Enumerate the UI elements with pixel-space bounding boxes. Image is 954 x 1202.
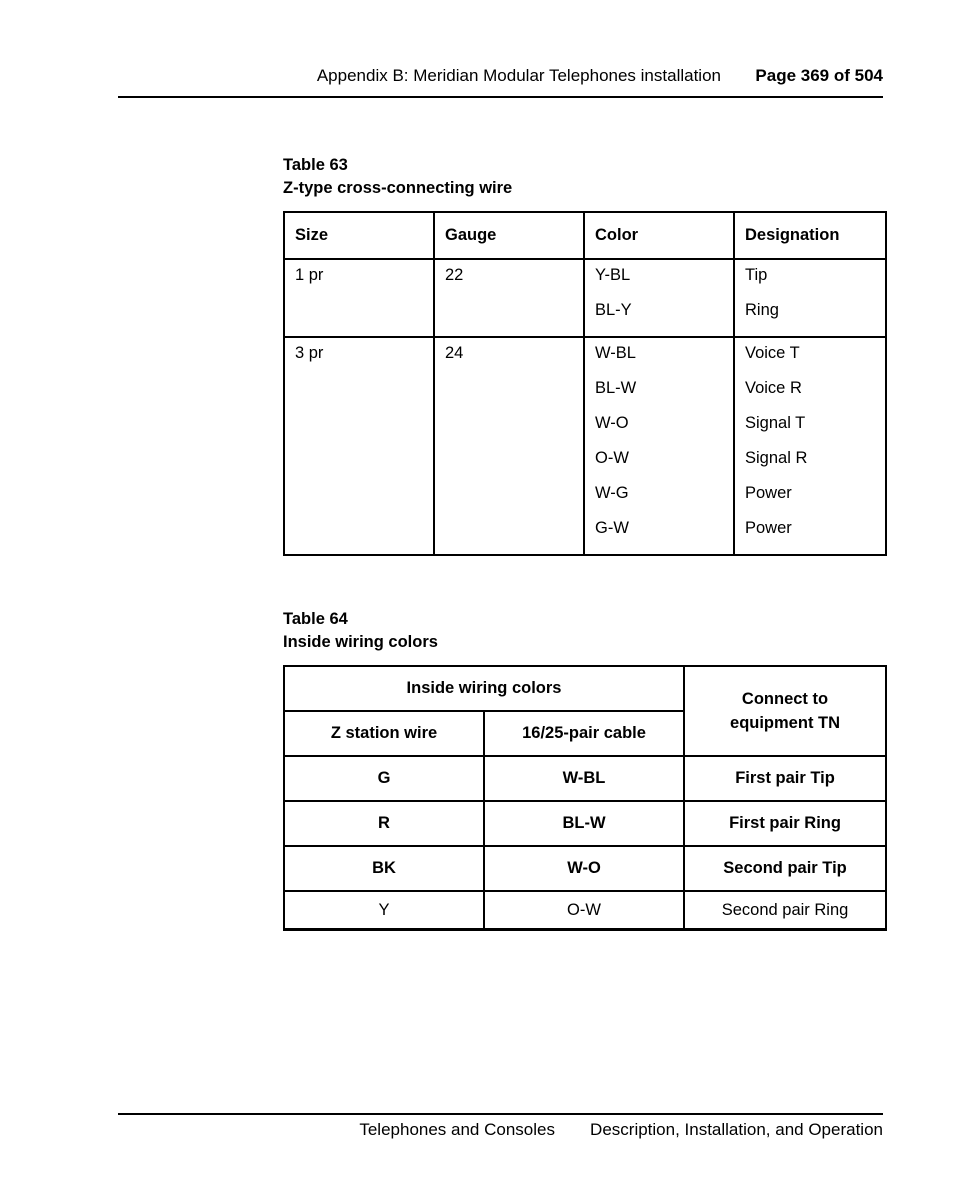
cell-designation <box>734 259 886 337</box>
cell-cable: W-BL <box>484 756 684 801</box>
table-row <box>284 756 886 801</box>
designation-value: Power <box>745 484 792 502</box>
connect-header-line-2: equipment TN <box>730 714 841 732</box>
gauge-value: 22 <box>445 266 464 284</box>
cell-gauge <box>434 337 584 555</box>
color-value: W-BL <box>595 344 636 362</box>
table-row <box>284 801 886 846</box>
color-value: W-G <box>595 484 629 502</box>
cell-color <box>584 259 734 337</box>
table-63-caption <box>283 154 512 200</box>
size-value: 3 pr <box>295 344 324 362</box>
page-header <box>118 63 883 98</box>
connect-header-line-1: Connect to <box>741 690 829 708</box>
column-header-pair-cable: 16/25-pair cable <box>484 711 684 756</box>
table-64-inside-wiring <box>283 665 887 931</box>
color-value: BL-Y <box>595 301 632 319</box>
gauge-value: 24 <box>445 344 464 362</box>
table-64-number: Table 64 <box>283 610 348 628</box>
table-64-caption <box>283 608 438 654</box>
cell-connect: Second pair Ring <box>684 891 886 930</box>
designation-value: Voice T <box>745 344 800 362</box>
cell-z-station: BK <box>284 846 484 891</box>
cell-z-station: G <box>284 756 484 801</box>
table-row <box>284 259 886 337</box>
color-value: G-W <box>595 519 629 537</box>
cell-z-station: R <box>284 801 484 846</box>
column-header-color: Color <box>584 212 734 259</box>
table-64-title: Inside wiring colors <box>283 633 438 651</box>
cell-color <box>584 337 734 555</box>
cell-size <box>284 259 434 337</box>
table-63-z-type-wire <box>283 211 887 556</box>
designation-value: Signal T <box>745 414 806 432</box>
designation-value: Power <box>745 519 792 537</box>
table-row <box>284 891 886 930</box>
page-footer <box>118 1113 883 1139</box>
size-value: 1 pr <box>295 266 324 284</box>
color-value: BL-W <box>595 379 637 397</box>
footer-doc-type: Description, Installation, and Operation <box>590 1120 883 1139</box>
cell-designation <box>734 337 886 555</box>
table-row <box>284 846 886 891</box>
designation-value: Ring <box>745 301 779 319</box>
color-value: Y-BL <box>595 266 631 284</box>
color-value: W-O <box>595 414 629 432</box>
designation-value: Signal R <box>745 449 808 467</box>
table-63-number: Table 63 <box>283 156 348 174</box>
column-header-gauge: Gauge <box>434 212 584 259</box>
cell-gauge <box>434 259 584 337</box>
column-header-designation: Designation <box>734 212 886 259</box>
cell-size <box>284 337 434 555</box>
footer-book-title: Telephones and Consoles <box>359 1120 555 1139</box>
cell-connect: First pair Tip <box>684 756 886 801</box>
column-header-connect <box>684 666 886 756</box>
cell-cable: BL-W <box>484 801 684 846</box>
cell-cable: O-W <box>484 891 684 930</box>
header-section-title: Appendix B: Meridian Modular Telephones installation <box>316 66 721 85</box>
column-header-z-station-wire: Z station wire <box>284 711 484 756</box>
table-63-title: Z-type cross-connecting wire <box>283 179 513 197</box>
group-header-inside-wiring: Inside wiring colors <box>284 666 684 711</box>
designation-value: Voice R <box>745 379 802 397</box>
designation-value: Tip <box>745 266 768 284</box>
color-value: O-W <box>595 449 629 467</box>
cell-cable: W-O <box>484 846 684 891</box>
column-header-size: Size <box>284 212 434 259</box>
cell-z-station: Y <box>284 891 484 930</box>
table-row <box>284 337 886 555</box>
cell-connect: First pair Ring <box>684 801 886 846</box>
header-page-number: Page 369 of 504 <box>755 66 883 85</box>
cell-connect: Second pair Tip <box>684 846 886 891</box>
